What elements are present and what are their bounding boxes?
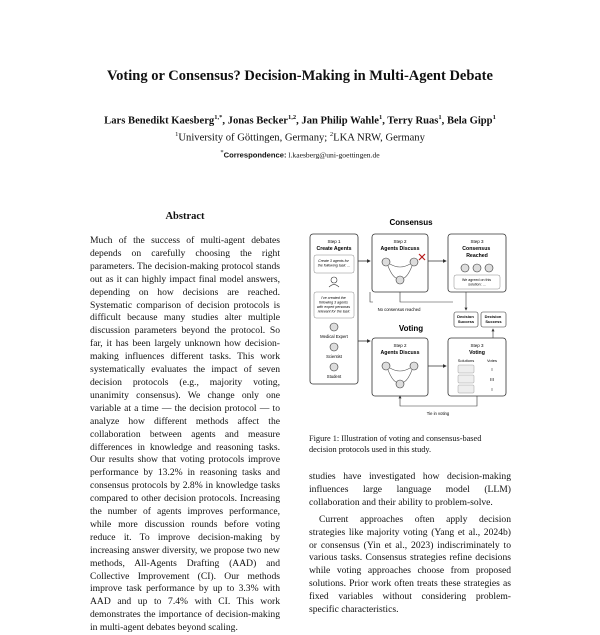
votes-header: Votes [486,358,498,363]
author-affiliation-marker: 1,2 [287,114,297,121]
consensus-step2-box [372,234,428,292]
step3-label: Step 3 [470,239,484,244]
decision-success-1 [454,312,478,327]
step1-prompt [318,259,351,268]
no-consensus-loop [400,292,453,302]
consensus-title: Consensus [389,218,433,227]
agent-icon [382,362,390,370]
voting-step2-box [372,338,428,396]
step2-label: Step 2 [393,343,407,348]
decision-success-line: Decision [457,314,474,319]
decision-success-line: Success [457,319,475,324]
author-name: Lars Benedikt Kaesberg [104,115,215,127]
vote-count: I [491,367,493,372]
voting-step3-box [448,338,506,396]
author-name: Terry Ruas [387,115,439,127]
step3-consensus-line: Reached [466,253,488,259]
step2-title: Agents Discuss [380,350,420,356]
author-affiliation-marker: 1 [378,114,383,121]
step1-label: Step 1 [327,239,341,244]
body-text [309,471,511,616]
author-affiliation-marker: 1,* [214,114,223,121]
step1-response-line: I've created the [321,296,346,300]
paper-title: Voting or Consensus? Decision-Making in Multi-Agent Debate [107,68,493,84]
agent-label: Scientist [326,354,342,359]
step3-voting-title: Voting [469,350,485,356]
step1-title: Create Agents [316,246,352,252]
affiliations [0,131,600,144]
correspondence-marker: * [220,149,224,156]
step1-response-line: following 3 agents [319,300,348,305]
step1-prompt-line: the following task: ... [317,263,351,268]
step3-consensus-text-line: solution: ... [468,282,486,287]
step1-response [317,296,351,314]
figure-caption: Figure 1: Illustration of voting and consensus-based decision protocols used in this study. [309,434,482,455]
agent-icon [473,264,481,272]
decision-success-text [485,314,503,324]
step2-label: Step 2 [393,239,407,244]
step3-consensus-text-line: We agreed on this [461,278,492,282]
correspondence [0,149,600,160]
step3-consensus-line: Consensus [462,246,491,252]
author-list: Lars Benedikt Kaesberg$^{1,*}$, Jonas Becker$^{1,2}$, Jan Philip Wahle$^1$, Terry Ruas$^1$, Bela Gipp$^1$ [104,114,496,127]
agent-icon [396,276,404,284]
abstract-text: Much of the success of multi-agent debates depends on carefully choosing the right parameters. The decision-making protocol stands out as it can highly impact final model answers, depending on how decisions are reached. Systematic comparison of decision protocols is difficult because many studies alter multiple discussion parameters beyond the protocol. So far, it has been largely unknown how decision-making influences different tasks. This work systematically evaluates the impact of seven decision protocols (e.g., majority voting, unanimity consensus). We change only one variable at a time — the decision protocol — to analyze how different methods affect the collaboration between agents and measure differences in knowledge and reasoning tasks. Our results show that voting protocols improve performance by 13.2% in reasoning tasks and consensus protocols by 2.8% in knowledge tasks compared to other decision protocols. Increasing the number of agents improves performance, while more discussion rounds before voting reduce it. To improve decision-making by increasing answer diversity, we propose two new methods, All-Agents Drafting (AAD) and Collective Improvement (CI). Our methods improve task performance by up to 3.3% with AAD and up to 7.4% with CI. This work demonstrates the importance of decision-making in multi-agent debates beyond scaling. [90,235,280,634]
step1-response-line: with expert personas [316,305,351,309]
affiliation-marker: 1 [175,131,179,138]
step2-title: Agents Discuss [380,246,420,252]
consensus-step3-box [448,234,506,292]
solution-box [458,385,474,393]
agent-icon [410,362,418,370]
body-paragraph: Current approaches often apply decision strategies like majority voting (Yang et al., 2024b) or consensus (Yin et al., 2023) indiscriminately to various tasks. Consensus strategies refine decisions while voting approaches choose from proposed solutions. Prior work often treats these strategies as fixed variables without considering problem-specific characteristics. [309,513,511,616]
tie-loop [400,396,477,406]
agent-icon [396,380,404,388]
step1-response-line: relevant for the task: [317,309,351,314]
solution-box [458,375,474,383]
abstract-heading: Abstract [165,211,205,222]
correspondence-email[interactable]: l.kaesberg@uni-goettingen.de [288,150,380,160]
no-consensus-label: No consensus reached [377,307,421,312]
decision-success-text [457,314,475,324]
author-name: Jonas Becker [227,115,288,127]
agent-icon [382,258,390,266]
agent-label: Medical Expert [320,334,348,339]
step1-prompt-line: Create 3 agents for [318,259,349,263]
voting-title: Voting [398,324,424,333]
decision-success-line: Success [485,319,502,324]
agent-icon [485,264,493,272]
step1-box [310,234,358,384]
decision-success-2 [481,312,506,327]
affiliation-marker: 2 [329,131,334,138]
vote-count: I [491,387,493,392]
step3-consensus-title [462,246,491,259]
author-affiliation-marker: 1 [492,114,496,121]
no-consensus-return [370,292,373,302]
affiliation-text: University of Göttingen, Germany; [178,132,330,144]
solution-box [458,365,474,373]
figure-1 [308,216,510,426]
affiliation-text: LKA NRW, Germany [333,132,425,144]
vote-count: III [490,377,494,382]
agent-icon [461,264,469,272]
author-name: Jan Philip Wahle [301,115,379,127]
author-affiliation-marker: 1 [438,114,442,121]
body-paragraph: studies have investigated how decision-making influences large language model (LLM) collaboration and their ability to problem-solve. [309,471,511,508]
agent-label: Student [326,374,342,379]
tie-label: Tie in voting [426,411,450,416]
decision-success-line: Decision [484,314,502,319]
author-name: Bela Gipp [446,115,493,127]
correspondence-label: Correspondence: [223,150,287,160]
agent-icon [410,258,418,266]
step3-label: Step 3 [470,343,484,348]
solutions-header: Solutions [457,358,475,363]
